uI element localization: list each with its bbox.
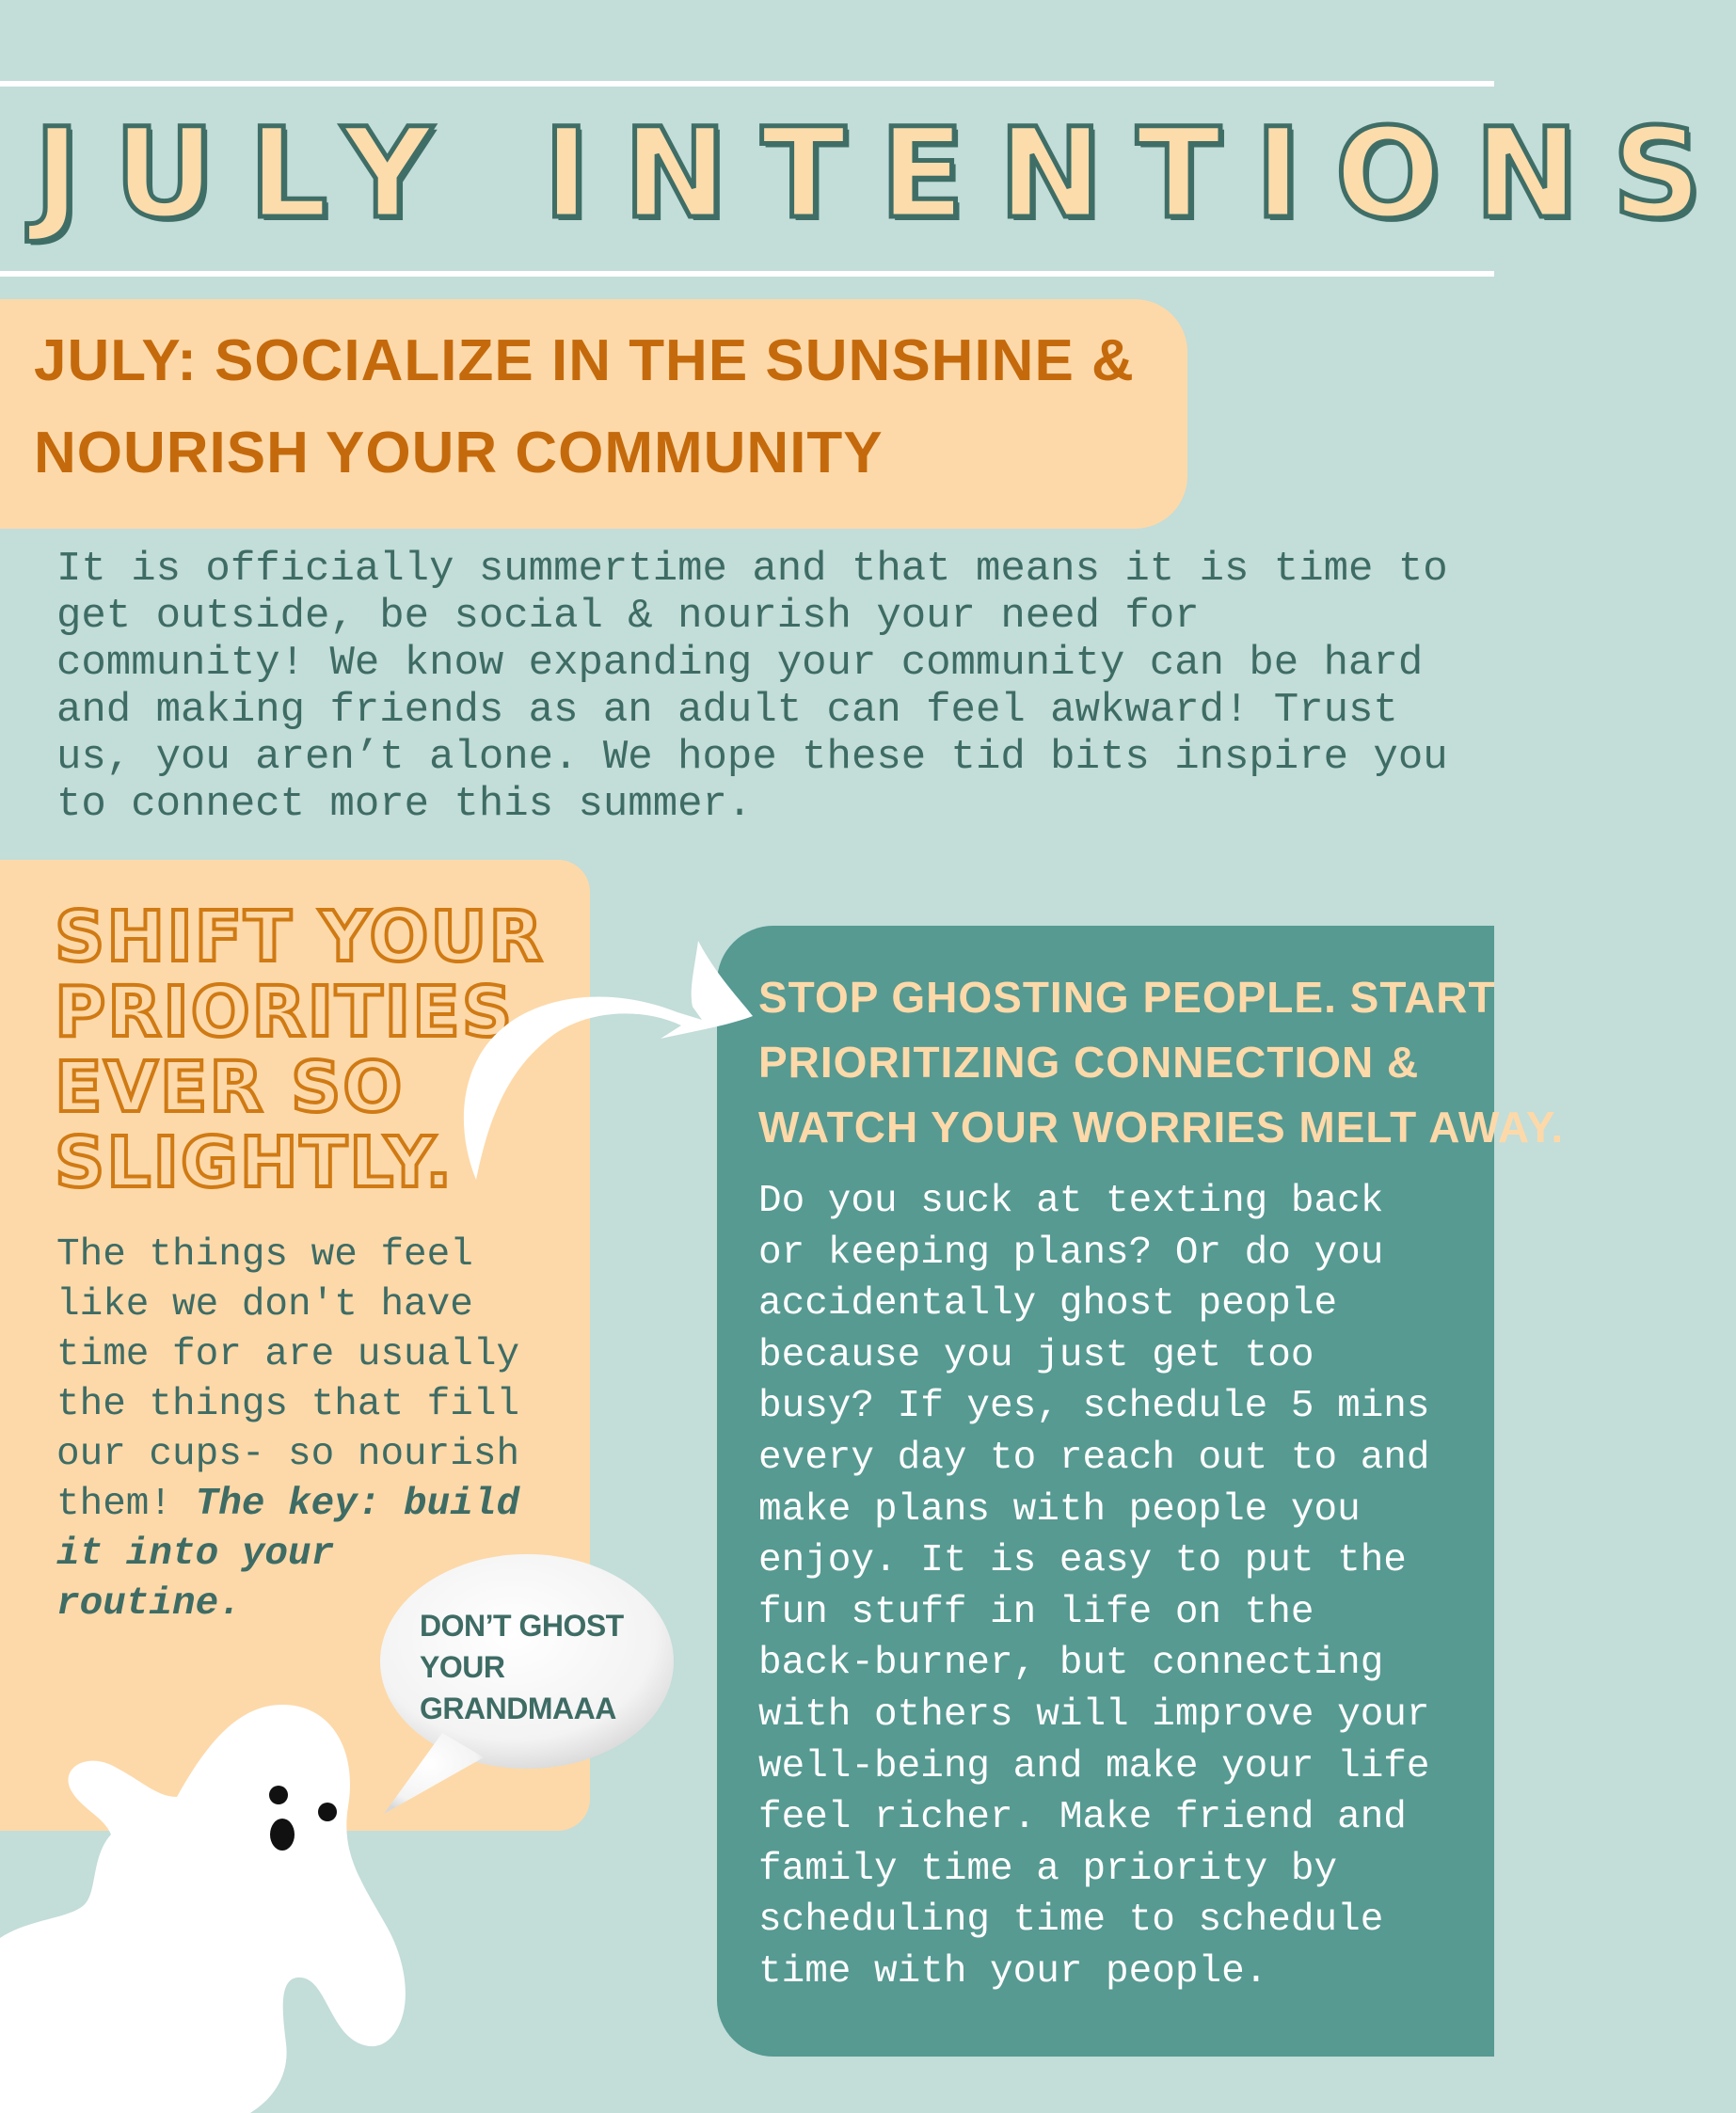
theme-line-2: NOURISH YOUR COMMUNITY — [34, 421, 884, 485]
theme-line-1: JULY: SOCIALIZE IN THE SUNSHINE & — [34, 328, 1135, 393]
body-line: The things we feel — [56, 1233, 473, 1277]
bottom-divider — [0, 271, 1494, 277]
shift-title-line: SLIGHTLY. — [55, 1122, 454, 1203]
top-divider — [0, 81, 1494, 87]
body-line: Do you suck at texting back — [758, 1180, 1384, 1223]
ghosting-title-line: WATCH YOUR WORRIES MELT AWAY. — [758, 1103, 1565, 1152]
bubble-line: GRANDMAAA — [420, 1692, 616, 1725]
body-line-mixed — [56, 1480, 519, 1530]
body-line: enjoy. It is easy to put the — [758, 1539, 1407, 1583]
body-line: feel richer. Make friend and — [758, 1796, 1407, 1840]
intro-line: us, you aren’t alone. We hope these tid bits inspire you — [56, 734, 1448, 781]
body-line: our cups- so nourish — [56, 1433, 520, 1476]
body-line: with others will improve your — [758, 1692, 1430, 1737]
body-line: time for are usually — [56, 1333, 520, 1376]
body-line: the things that fill — [56, 1383, 520, 1426]
intro-line: It is officially summertime and that means it is time to — [56, 546, 1448, 593]
intro-line: and making friends as an adult can feel awkward! Trust — [56, 687, 1398, 734]
body-line: well-being and make your life — [758, 1744, 1430, 1788]
shift-title-line: PRIORITIES — [55, 972, 515, 1053]
curved-arrow-icon — [442, 931, 753, 1204]
stop-ghosting-title — [758, 965, 1564, 1160]
shift-title-line: EVER SO — [55, 1047, 405, 1128]
key-text: The key: build — [195, 1483, 520, 1526]
bubble-line: YOUR — [420, 1650, 505, 1684]
intro-line: get outside, be social & nourish your need for — [56, 593, 1200, 640]
body-line: or keeping plans? Or do you — [758, 1231, 1384, 1275]
body-line: time with your people. — [758, 1949, 1268, 1994]
body-line: fun stuff in life on the — [758, 1590, 1314, 1634]
intro-paragraph — [56, 546, 1468, 828]
ghost-icon — [0, 1693, 433, 2113]
intro-line: to connect more this summer. — [56, 781, 753, 828]
key-text: it into your — [56, 1533, 335, 1576]
ghosting-title-line: PRIORITIZING CONNECTION & — [758, 1038, 1420, 1087]
body-line: accidentally ghost people — [758, 1282, 1338, 1327]
bubble-line: DON’T GHOST — [420, 1609, 624, 1643]
shift-title-line: SHIFT YOUR — [55, 897, 545, 977]
intro-line: community! We know expanding your community can be hard — [56, 640, 1424, 687]
body-line: family time a priority by — [758, 1847, 1338, 1891]
body-line: make plans with people you — [758, 1487, 1361, 1532]
stop-ghosting-body — [758, 1176, 1430, 1998]
key-text: routine. — [56, 1582, 242, 1626]
body-plain-text: them! — [56, 1483, 196, 1526]
body-line: back-burner, but connecting — [758, 1642, 1384, 1686]
body-line: busy? If yes, schedule 5 mins — [758, 1385, 1430, 1429]
body-line: like we don't have — [56, 1283, 473, 1327]
page-title: JULY INTENTIONS — [34, 102, 1736, 246]
theme-banner — [0, 299, 1187, 529]
ghosting-title-line: STOP GHOSTING PEOPLE. START — [758, 973, 1496, 1022]
body-line: because you just get too — [758, 1333, 1314, 1377]
body-line: scheduling time to schedule — [758, 1899, 1384, 1943]
body-line: every day to reach out to and — [758, 1436, 1430, 1480]
speech-bubble-text — [420, 1605, 624, 1729]
